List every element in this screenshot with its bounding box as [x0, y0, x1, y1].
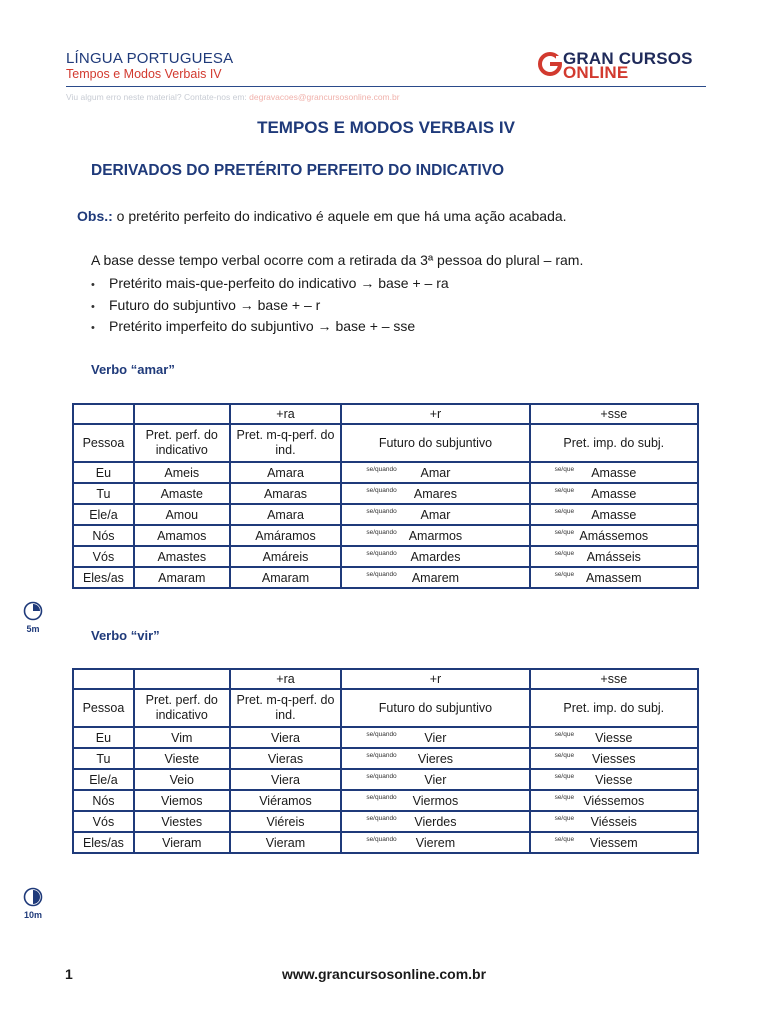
person-cell: Tu: [73, 748, 134, 769]
conjunction-prefix: se/quando: [366, 773, 397, 780]
table-cell: [341, 748, 529, 769]
cell-value: Viesse: [595, 730, 633, 745]
conjunction-prefix: se/que: [554, 794, 575, 801]
table-row: [73, 525, 698, 546]
logo-line1: GRAN CURSOS: [563, 49, 693, 68]
table-cell: Vieram: [134, 832, 230, 853]
person-cell: Vós: [73, 811, 134, 832]
table-cell: Viestes: [134, 811, 230, 832]
table-row: [73, 462, 698, 483]
header-pret-imp-subj: Pret. imp. do subj.: [530, 689, 698, 727]
header-pret-mq-perf: Pret. m-q-perf. do ind.: [230, 689, 342, 727]
cell-value: Amar: [420, 507, 451, 522]
table-cell: Amara: [230, 462, 342, 483]
table-cell: Amastes: [134, 546, 230, 567]
table-cell: [530, 748, 698, 769]
header-pessoa: Pessoa: [73, 424, 134, 462]
cell-value: Viéssemos: [583, 793, 645, 808]
conjunction-prefix: se/que: [554, 529, 575, 536]
table-cell: [341, 811, 529, 832]
obs-text: o pretérito perfeito do indicativo é aquele em que há uma ação acabada.: [112, 208, 567, 224]
footer-url-link[interactable]: www.grancursosonline.com.br: [281, 966, 487, 982]
table-cell: Amamos: [134, 525, 230, 546]
table-cell: [530, 546, 698, 567]
table-row: [73, 546, 698, 567]
cell-value: Amarem: [411, 570, 460, 585]
table-cell: Amaste: [134, 483, 230, 504]
table-cell: [530, 832, 698, 853]
table-row: [73, 832, 698, 853]
person-cell: Tu: [73, 483, 134, 504]
table-cell: [341, 483, 529, 504]
table-cell: [341, 790, 529, 811]
table-cell: Vim: [134, 727, 230, 748]
person-cell: Eu: [73, 727, 134, 748]
obs-note: [77, 208, 567, 224]
conjunction-prefix: se/quando: [366, 836, 397, 843]
subject-title: LÍNGUA PORTUGUESA: [66, 50, 234, 67]
table-cell: Vieste: [134, 748, 230, 769]
cell-value: Amardes: [410, 549, 461, 564]
person-cell: Ele/a: [73, 504, 134, 525]
conjugation-table-amar: [72, 403, 699, 589]
logo-g-icon: [537, 51, 563, 77]
table-cell: [341, 504, 529, 525]
cell-value: Viessem: [589, 835, 638, 850]
table-cell: Vieram: [230, 832, 342, 853]
verb-label-vir: Verbo “vir”: [91, 628, 160, 643]
list-item: • Pretérito mais-que-perfeito do indicativo → base + – ra: [91, 274, 449, 296]
table-row: [73, 504, 698, 525]
conjunction-prefix: se/que: [554, 571, 575, 578]
page-title: TEMPOS E MODOS VERBAIS IV: [257, 118, 515, 137]
timer-label-5m: 5m: [26, 624, 40, 634]
timer-icon: [23, 601, 43, 621]
table-cell: Amáreis: [230, 546, 342, 567]
table-cell: [341, 546, 529, 567]
person-cell: Eu: [73, 462, 134, 483]
cell-value: Amasse: [591, 465, 637, 480]
cell-value: Viermos: [412, 793, 459, 808]
person-cell: Eles/as: [73, 567, 134, 588]
header-pessoa: Pessoa: [73, 689, 134, 727]
table-row: [73, 769, 698, 790]
cell-value: Amássemos: [579, 528, 649, 543]
table-cell: [341, 462, 529, 483]
table-cell: Veio: [134, 769, 230, 790]
obs-label: Obs.:: [77, 208, 113, 224]
base-paragraph: A base desse tempo verbal ocorre com a retirada da 3ª pessoa do plural – ram.: [91, 252, 584, 268]
table-cell: [341, 832, 529, 853]
table-cell: Amáramos: [230, 525, 342, 546]
person-cell: Nós: [73, 790, 134, 811]
cell-value: Viesse: [595, 772, 633, 787]
col-ra: +ra: [230, 669, 342, 689]
page-number: 1: [65, 966, 73, 982]
person-cell: Ele/a: [73, 769, 134, 790]
conjunction-prefix: se/que: [554, 487, 575, 494]
cell-value: Vierem: [415, 835, 456, 850]
conjunction-prefix: se/quando: [366, 752, 397, 759]
table-cell: Viera: [230, 769, 342, 790]
section-title: DERIVADOS DO PRETÉRITO PERFEITO DO INDICATIVO: [91, 162, 505, 179]
table-cell: [530, 567, 698, 588]
conjunction-prefix: se/quando: [366, 731, 397, 738]
table-cell: [341, 727, 529, 748]
person-cell: Vós: [73, 546, 134, 567]
conjunction-prefix: se/quando: [366, 508, 397, 515]
table-cell: [530, 811, 698, 832]
contact-note: [66, 92, 400, 102]
table-cell: Amaras: [230, 483, 342, 504]
conjunction-prefix: se/que: [554, 815, 575, 822]
conjunction-prefix: se/quando: [366, 815, 397, 822]
list-item: • Pretérito imperfeito do subjuntivo → base + – sse: [91, 317, 449, 339]
cell-value: Amar: [420, 465, 451, 480]
conjunction-prefix: se/quando: [366, 794, 397, 801]
conjunction-prefix: se/que: [554, 550, 575, 557]
person-cell: Nós: [73, 525, 134, 546]
header-divider: [66, 86, 706, 87]
table-cell: [341, 769, 529, 790]
table-cell: Viera: [230, 727, 342, 748]
cell-value: Vierdes: [414, 814, 457, 829]
table-cell: Amou: [134, 504, 230, 525]
table-cell: Viéramos: [230, 790, 342, 811]
verb-label-amar: Verbo “amar”: [91, 362, 175, 377]
contact-email-link[interactable]: degravacoes@grancursosonline.com.br: [249, 92, 400, 102]
table-cell: Amara: [230, 504, 342, 525]
cell-value: Amarmos: [408, 528, 463, 543]
header-futuro-subj: Futuro do subjuntivo: [341, 424, 529, 462]
table-row: [73, 748, 698, 769]
table-row: [73, 811, 698, 832]
col-sse: +sse: [530, 669, 698, 689]
topic-subtitle: Tempos e Modos Verbais IV: [66, 67, 222, 81]
table-cell: [530, 769, 698, 790]
table-cell: Viemos: [134, 790, 230, 811]
conjunction-prefix: se/quando: [366, 487, 397, 494]
cell-value: Viésseis: [590, 814, 637, 829]
header-pret-perf: Pret. perf. do indicativo: [134, 424, 230, 462]
table-cell: Vieras: [230, 748, 342, 769]
bullet-glyph: •: [91, 279, 95, 291]
table-row: [73, 483, 698, 504]
table-cell: Ameis: [134, 462, 230, 483]
table-cell: [530, 727, 698, 748]
cell-value: Viesses: [592, 751, 636, 766]
table-cell: [530, 525, 698, 546]
cell-value: Vier: [424, 730, 447, 745]
logo-line2: ONLINE: [563, 63, 629, 82]
table-cell: Viéreis: [230, 811, 342, 832]
bullet-glyph: •: [91, 300, 95, 313]
conjunction-prefix: se/quando: [366, 466, 397, 473]
rules-list: [91, 274, 449, 339]
cell-value: Amasse: [591, 507, 637, 522]
conjunction-prefix: se/que: [554, 752, 575, 759]
table-cell: Amaram: [230, 567, 342, 588]
col-sse: +sse: [530, 404, 698, 424]
cell-value: Amassem: [585, 570, 642, 585]
header-pret-perf: Pret. perf. do indicativo: [134, 689, 230, 727]
table-cell: [530, 504, 698, 525]
table-cell: Amaram: [134, 567, 230, 588]
header-pret-imp-subj: Pret. imp. do subj.: [530, 424, 698, 462]
table-cell: [341, 525, 529, 546]
cell-value: Vier: [424, 772, 447, 787]
conjunction-prefix: se/quando: [366, 529, 397, 536]
col-r: +r: [341, 404, 529, 424]
conjunction-prefix: se/que: [554, 466, 575, 473]
header-pret-mq-perf: Pret. m-q-perf. do ind.: [230, 424, 342, 462]
header-futuro-subj: Futuro do subjuntivo: [341, 689, 529, 727]
table-row: [73, 727, 698, 748]
conjunction-prefix: se/que: [554, 836, 575, 843]
timer-icon: [23, 887, 43, 907]
table-cell: [341, 567, 529, 588]
gran-cursos-logo[interactable]: [537, 48, 712, 82]
table-row: [73, 567, 698, 588]
conjunction-prefix: se/que: [554, 773, 575, 780]
table-cell: [530, 483, 698, 504]
timer-label-10m: 10m: [23, 910, 42, 920]
cell-value: Amares: [413, 486, 457, 501]
conjunction-prefix: se/que: [554, 731, 575, 738]
table-cell: [530, 790, 698, 811]
col-r: +r: [341, 669, 529, 689]
list-item: • Futuro do subjuntivo → base + – r: [91, 296, 449, 318]
person-cell: Eles/as: [73, 832, 134, 853]
conjugation-table-vir: [72, 668, 699, 854]
col-ra: +ra: [230, 404, 342, 424]
conjunction-prefix: se/quando: [366, 571, 397, 578]
conjunction-prefix: se/quando: [366, 550, 397, 557]
cell-value: Amásseis: [586, 549, 641, 564]
conjunction-prefix: se/que: [554, 508, 575, 515]
contact-prefix: Viu algum erro neste material? Contate-nos em:: [66, 92, 250, 102]
cell-value: Vieres: [417, 751, 454, 766]
table-cell: [530, 462, 698, 483]
bullet-glyph: •: [91, 322, 95, 334]
cell-value: Amasse: [591, 486, 637, 501]
table-row: [73, 790, 698, 811]
